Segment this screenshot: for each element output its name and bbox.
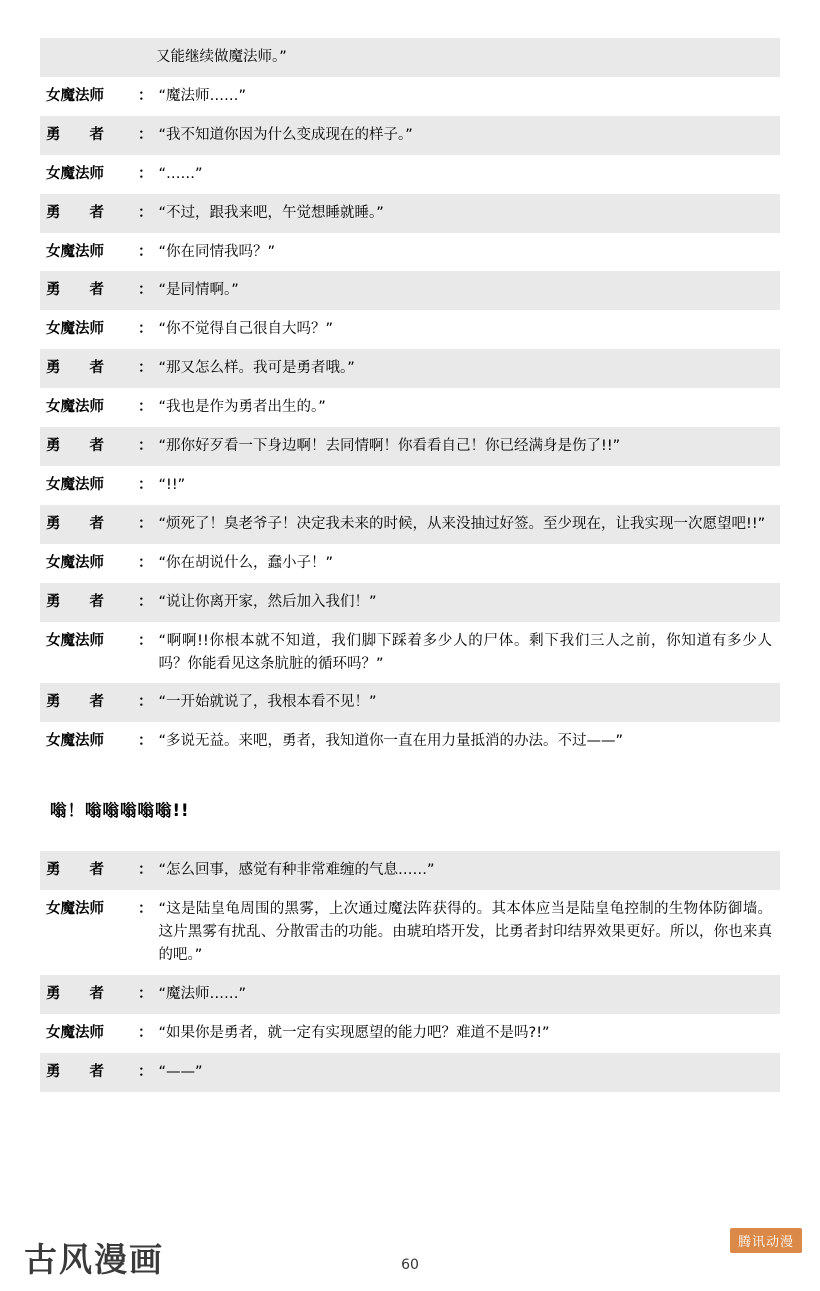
dialogue-line (40, 155, 780, 194)
watermark-badge: 腾讯动漫 (730, 1228, 802, 1253)
speaker-colon: ： (138, 282, 153, 299)
dialogue-line (40, 622, 780, 684)
speaker-colon: ： (138, 476, 153, 493)
speaker-colon: ： (138, 399, 153, 416)
dialogue-line (40, 427, 780, 466)
dialogue-line (40, 851, 780, 890)
dialogue-text: “怎么回事，感觉有种非常难缠的气息……” (158, 862, 435, 879)
speaker-name: 女魔法师 (46, 165, 104, 182)
speaker-colon: ： (138, 165, 153, 182)
speaker-name: 勇 者 (46, 360, 104, 377)
dialogue-line (40, 38, 780, 77)
dialogue-line (40, 1053, 780, 1092)
dialogue-text: “这是陆皇龟周围的黑雾，上次通过魔法阵获得的。其本体应当是陆皇龟控制的生物体防御墙。这片黑雾有扰乱、分散雷击的功能。由琥珀塔开发，比勇者封印结界效果更好。所以，你也来真的吧。” (158, 901, 772, 963)
speaker-name: 勇 者 (46, 515, 104, 532)
dialogue-line (40, 544, 780, 583)
dialogue-line (40, 505, 780, 544)
dialogue-line (40, 194, 780, 233)
publisher-logo: 古风漫画 (24, 1240, 164, 1279)
dialogue-text: “说让你离开家，然后加入我们！” (158, 593, 377, 610)
page-footer (0, 1221, 820, 1291)
speaker-colon: ： (138, 901, 153, 918)
dialogue-text: “你在同情我吗？” (158, 243, 276, 260)
script-block-2 (40, 851, 780, 1091)
dialogue-text: “!!” (158, 476, 186, 493)
dialogue-line (40, 466, 780, 505)
dialogue-text: “那你好歹看一下身边啊！去同情啊！你看看自己！你已经满身是伤了!!” (158, 438, 621, 455)
speaker-colon: ： (138, 985, 153, 1002)
speaker-colon: ： (138, 862, 153, 879)
speaker-colon: ： (138, 694, 153, 711)
speaker-name: 勇 者 (46, 126, 104, 143)
speaker-colon: ： (138, 1024, 153, 1041)
dialogue-line (40, 388, 780, 427)
dialogue-text: “烦死了！臭老爷子！决定我未来的时候，从来没抽过好签。至少现在，让我实现一次愿望吧!!” (158, 515, 766, 532)
speaker-colon: ： (138, 554, 153, 571)
dialogue-line (40, 310, 780, 349)
speaker-name: 勇 者 (46, 593, 104, 610)
dialogue-line (40, 722, 780, 761)
speaker-name: 女魔法师 (46, 243, 104, 260)
dialogue-line (40, 116, 780, 155)
speaker-colon: ： (138, 632, 153, 649)
speaker-colon: ： (138, 243, 153, 260)
dialogue-line (40, 583, 780, 622)
dialogue-text: “我也是作为勇者出生的。” (158, 399, 326, 416)
speaker-name: 勇 者 (46, 694, 104, 711)
dialogue-line (40, 77, 780, 116)
dialogue-text: “魔法师……” (158, 985, 247, 1002)
page-number: 60 (401, 1257, 419, 1273)
speaker-name: 勇 者 (46, 985, 104, 1002)
speaker-name: 勇 者 (46, 1063, 104, 1080)
speaker-name: 女魔法师 (46, 632, 104, 649)
speaker-name: 女魔法师 (46, 554, 104, 571)
speaker-name: 女魔法师 (46, 476, 104, 493)
dialogue-text: “你不觉得自己很自大吗？” (158, 321, 334, 338)
dialogue-text: “你在胡说什么，蠢小子！” (158, 554, 334, 571)
dialogue-text: “是同情啊。” (158, 282, 239, 299)
dialogue-line (40, 271, 780, 310)
dialogue-line (40, 1014, 780, 1053)
speaker-name: 勇 者 (46, 862, 104, 879)
speaker-name: 女魔法师 (46, 733, 104, 750)
speaker-name: 女魔法师 (46, 87, 104, 104)
dialogue-text: 又能继续做魔法师。” (156, 49, 287, 65)
speaker-colon: ： (138, 593, 153, 610)
script-block-1 (40, 38, 780, 761)
speaker-name: 女魔法师 (46, 1024, 104, 1041)
dialogue-text: “……” (158, 165, 203, 182)
speaker-colon: ： (138, 126, 153, 143)
speaker-name: 女魔法师 (46, 321, 104, 338)
dialogue-text: “不过，跟我来吧，午觉想睡就睡。” (158, 204, 384, 221)
dialogue-text: “一开始就说了，我根本看不见！” (158, 694, 377, 711)
speaker-colon: ： (138, 438, 153, 455)
dialogue-text: “我不知道你因为什么变成现在的样子。” (158, 126, 413, 143)
speaker-colon: ： (138, 87, 153, 104)
speaker-colon: ： (138, 733, 153, 750)
dialogue-text: “——” (158, 1063, 203, 1080)
dialogue-line (40, 890, 780, 975)
sound-effect-text: 嗡！嗡嗡嗡嗡嗡!! (50, 801, 190, 821)
dialogue-line (40, 683, 780, 722)
dialogue-line (40, 349, 780, 388)
dialogue-line (40, 233, 780, 272)
dialogue-text: “多说无益。来吧，勇者，我知道你一直在用力量抵消的办法。不过——” (158, 733, 624, 750)
dialogue-text: “那又怎么样。我可是勇者哦。” (158, 360, 355, 377)
speaker-name: 勇 者 (46, 204, 104, 221)
speaker-name: 女魔法师 (46, 901, 104, 918)
speaker-colon: ： (138, 1063, 153, 1080)
dialogue-text: “如果你是勇者，就一定有实现愿望的能力吧？难道不是吗?!” (158, 1024, 550, 1041)
speaker-name: 勇 者 (46, 282, 104, 299)
speaker-colon: ： (138, 515, 153, 532)
speaker-colon: ： (138, 204, 153, 221)
speaker-name (46, 46, 138, 68)
speaker-colon: ： (138, 321, 153, 338)
speaker-name: 女魔法师 (46, 399, 104, 416)
speaker-name: 勇 者 (46, 438, 104, 455)
speaker-colon: ： (138, 360, 153, 377)
dialogue-text: “啊啊!!你根本就不知道，我们脚下踩着多少人的尸体。剩下我们三人之前，你知道有多少人吗？你能看见这条肮脏的循环吗？” (158, 632, 772, 672)
dialogue-text: “魔法师……” (158, 87, 247, 104)
dialogue-line (40, 975, 780, 1014)
